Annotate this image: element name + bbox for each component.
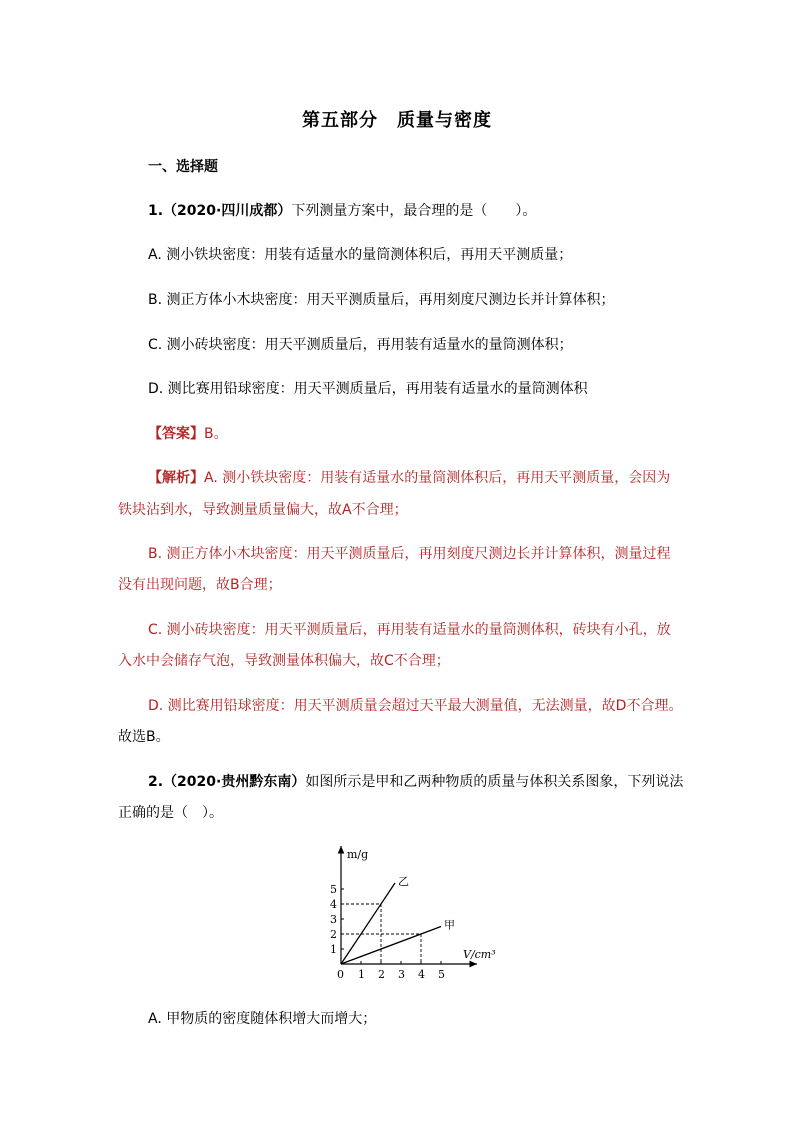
question-1-source: 1.（2020·四川成都）	[148, 203, 292, 219]
question-1-stem	[148, 201, 536, 221]
analysis-line-6: 入水中会储存气泡，导致测量体积偏大，故C不合理；	[118, 653, 450, 669]
origin-label: 0	[337, 968, 344, 981]
y-tick-label: 4	[330, 898, 337, 911]
series-line	[341, 883, 395, 964]
analysis-line-7: D. 测比赛用铅球密度：用天平测质量会超过天平最大测量值，无法测量，故D不合理。	[148, 698, 683, 714]
y-tick-label: 1	[330, 943, 337, 956]
series-label: 甲	[444, 918, 455, 932]
question-2-option-a: A. 甲物质的密度随体积增大而增大；	[148, 1011, 377, 1027]
question-1-text: 下列测量方案中，最合理的是（ ）。	[291, 203, 537, 219]
question-2-source: 2.（2020·贵州黔东南）	[148, 774, 306, 790]
section-heading: 一、选择题	[148, 159, 218, 175]
analysis-line-3: B. 测正方体小木块密度：用天平测质量后，再用刻度尺测边长并计算体积，测量过程	[148, 546, 671, 562]
x-tick-label: 1	[358, 968, 365, 981]
option-a: A. 测小铁块密度：用装有适量水的量筒测体积后，再用天平测质量；	[148, 247, 573, 263]
analysis-line-1	[148, 468, 670, 488]
option-c: C. 测小砖块密度：用天平测质量后，再用装有适量水的量筒测体积；	[148, 337, 573, 353]
answer-text: B。	[204, 426, 228, 442]
analysis-line-8: 故选B。	[118, 729, 170, 745]
answer-line	[148, 424, 228, 444]
analysis-tag: 【解析】	[148, 470, 204, 486]
question-2-text-2: 正确的是（ ）。	[118, 805, 223, 821]
y-tick-label: 3	[330, 913, 337, 926]
y-axis-label: m/g	[347, 848, 369, 861]
analysis-line-5: C. 测小砖块密度：用天平测质量后，再用装有适量水的量筒测体积，砖块有小孔，放	[148, 622, 671, 638]
x-tick-label: 2	[378, 968, 385, 981]
x-axis-label: V/cm³	[463, 948, 496, 961]
series-line	[341, 927, 441, 965]
x-tick-label: 5	[438, 968, 445, 981]
analysis-line-2: 铁块沾到水，导致测量质量偏大，故A不合理；	[118, 502, 408, 518]
option-b: B. 测正方体小木块密度：用天平测质量后，再用刻度尺测边长并计算体积；	[148, 292, 615, 308]
answer-tag: 【答案】	[148, 426, 204, 442]
option-d: D. 测比赛用铅球密度：用天平测质量后，再用装有适量水的量筒测体积	[148, 381, 588, 397]
page-title: 第五部分 质量与密度	[302, 110, 492, 131]
mass-volume-graph	[320, 838, 510, 988]
question-2-text-1: 如图所示是甲和乙两种物质的质量与体积关系图象，下列说法	[305, 774, 684, 790]
series-label: 乙	[398, 875, 409, 888]
question-2-stem	[148, 772, 683, 792]
x-tick-label: 3	[398, 968, 405, 981]
analysis-line-4: 没有出现问题，故B合理；	[118, 577, 282, 593]
x-tick-label: 4	[418, 968, 425, 981]
analysis-text-1: A. 测小铁块密度：用装有适量水的量筒测体积后，再用天平测质量，会因为	[204, 470, 671, 486]
y-tick-label: 2	[330, 928, 337, 941]
y-tick-label: 5	[330, 883, 337, 896]
